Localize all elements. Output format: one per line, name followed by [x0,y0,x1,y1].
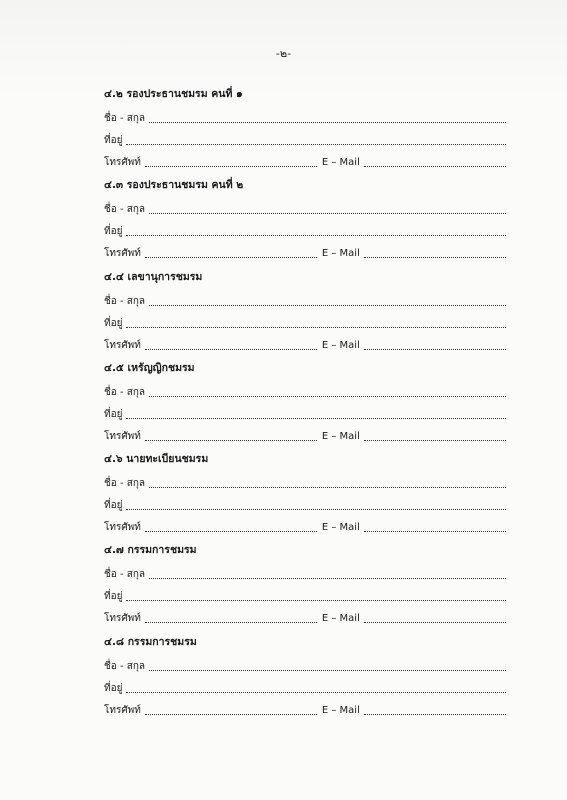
address-label: ที่อยู่ [104,226,123,238]
email-fill-line[interactable] [364,163,506,167]
section-heading: ๔.๒ รองประธานชมรม คนที่ ๑ [104,88,243,100]
email-fill-line[interactable] [364,437,506,441]
name-fill-line[interactable] [149,667,506,671]
email-fill-line[interactable] [364,619,506,623]
phone-label: โทรศัพท์ [104,157,141,168]
name-row [104,289,506,309]
section-heading: ๔.๗ กรรมการชมรม [104,544,197,557]
name-row [104,197,506,217]
name-fill-line[interactable] [149,119,506,123]
address-row [104,311,506,331]
phone-fill-line[interactable] [145,437,317,441]
email-fill-line[interactable] [364,711,506,715]
address-row [104,493,506,513]
name-fill-line[interactable] [149,210,506,214]
contact-row [104,241,506,261]
email-fill-line[interactable] [364,254,506,258]
phone-fill-line[interactable] [145,528,317,532]
address-row [104,128,506,148]
name-row [104,106,506,126]
name-label: ชื่อ - สกุล [104,569,146,581]
name-fill-line[interactable] [149,302,506,306]
contact-row [104,333,506,353]
name-label: ชื่อ - สกุล [104,660,146,672]
member-section [104,540,506,631]
contact-row [104,150,506,170]
member-section [104,267,506,358]
address-fill-line[interactable] [126,689,506,693]
email-label: E – Mail [321,248,360,260]
address-row [104,584,506,604]
member-section [104,84,506,175]
phone-label: โทรศัพท์ [104,248,141,260]
phone-fill-line[interactable] [145,254,317,258]
phone-label: โทรศัพท์ [104,339,141,351]
address-row [104,676,506,696]
phone-fill-line[interactable] [145,163,317,167]
address-fill-line[interactable] [126,232,506,236]
name-row [104,380,506,400]
name-row [104,654,506,674]
phone-label: โทรศัพท์ [104,704,141,716]
phone-fill-line[interactable] [145,711,317,715]
contact-row [104,424,506,444]
name-fill-line[interactable] [149,484,506,488]
address-fill-line[interactable] [126,597,506,601]
email-label: E – Mail [321,430,360,442]
phone-label: โทรศัพท์ [104,522,141,534]
contact-row [104,698,506,718]
section-heading: ๔.๘ กรรมการชมรม [104,635,197,648]
contact-row [104,515,506,535]
name-fill-line[interactable] [149,575,506,579]
address-fill-line[interactable] [126,324,506,328]
name-label: ชื่อ - สกุล [104,204,146,216]
email-fill-line[interactable] [364,528,506,532]
address-row [104,402,506,422]
address-row [104,219,506,239]
address-fill-line[interactable] [126,415,506,419]
email-fill-line[interactable] [364,346,506,350]
phone-fill-line[interactable] [145,619,317,623]
name-label: ชื่อ - สกุล [104,478,146,490]
name-label: ชื่อ - สกุล [104,295,146,307]
phone-label: โทรศัพท์ [104,430,141,442]
member-section [104,632,506,723]
name-row [104,562,506,582]
section-heading: ๔.๓ รองประธานชมรม คนที่ ๒ [104,179,244,192]
member-section [104,175,506,266]
name-row [104,471,506,491]
section-heading: ๔.๖ นายทะเบียนชมรม [104,453,209,466]
address-label: ที่อยู่ [104,682,123,694]
section-heading: ๔.๕ เหรัญญิกชมรม [104,361,195,374]
member-sections [104,84,506,723]
section-heading: ๔.๔ เลขานุการชมรม [104,270,203,283]
address-label: ที่อยู่ [104,500,123,512]
address-label: ที่อยู่ [104,135,123,146]
address-fill-line[interactable] [126,141,506,145]
name-label: ชื่อ - สกุล [104,386,146,398]
address-label: ที่อยู่ [104,408,123,420]
member-section [104,449,506,540]
name-label: ชื่อ - สกุล [104,113,146,124]
address-label: ที่อยู่ [104,591,123,603]
address-label: ที่อยู่ [104,317,123,329]
email-label: E – Mail [321,339,360,351]
page-number: -๒- [275,47,292,60]
email-label: E – Mail [321,704,360,716]
email-label: E – Mail [321,522,360,534]
contact-row [104,606,506,626]
member-section [104,358,506,449]
phone-fill-line[interactable] [145,346,317,350]
address-fill-line[interactable] [126,506,506,510]
email-label: E – Mail [321,613,360,625]
phone-label: โทรศัพท์ [104,613,141,625]
email-label: E – Mail [321,157,360,168]
name-fill-line[interactable] [149,393,506,397]
